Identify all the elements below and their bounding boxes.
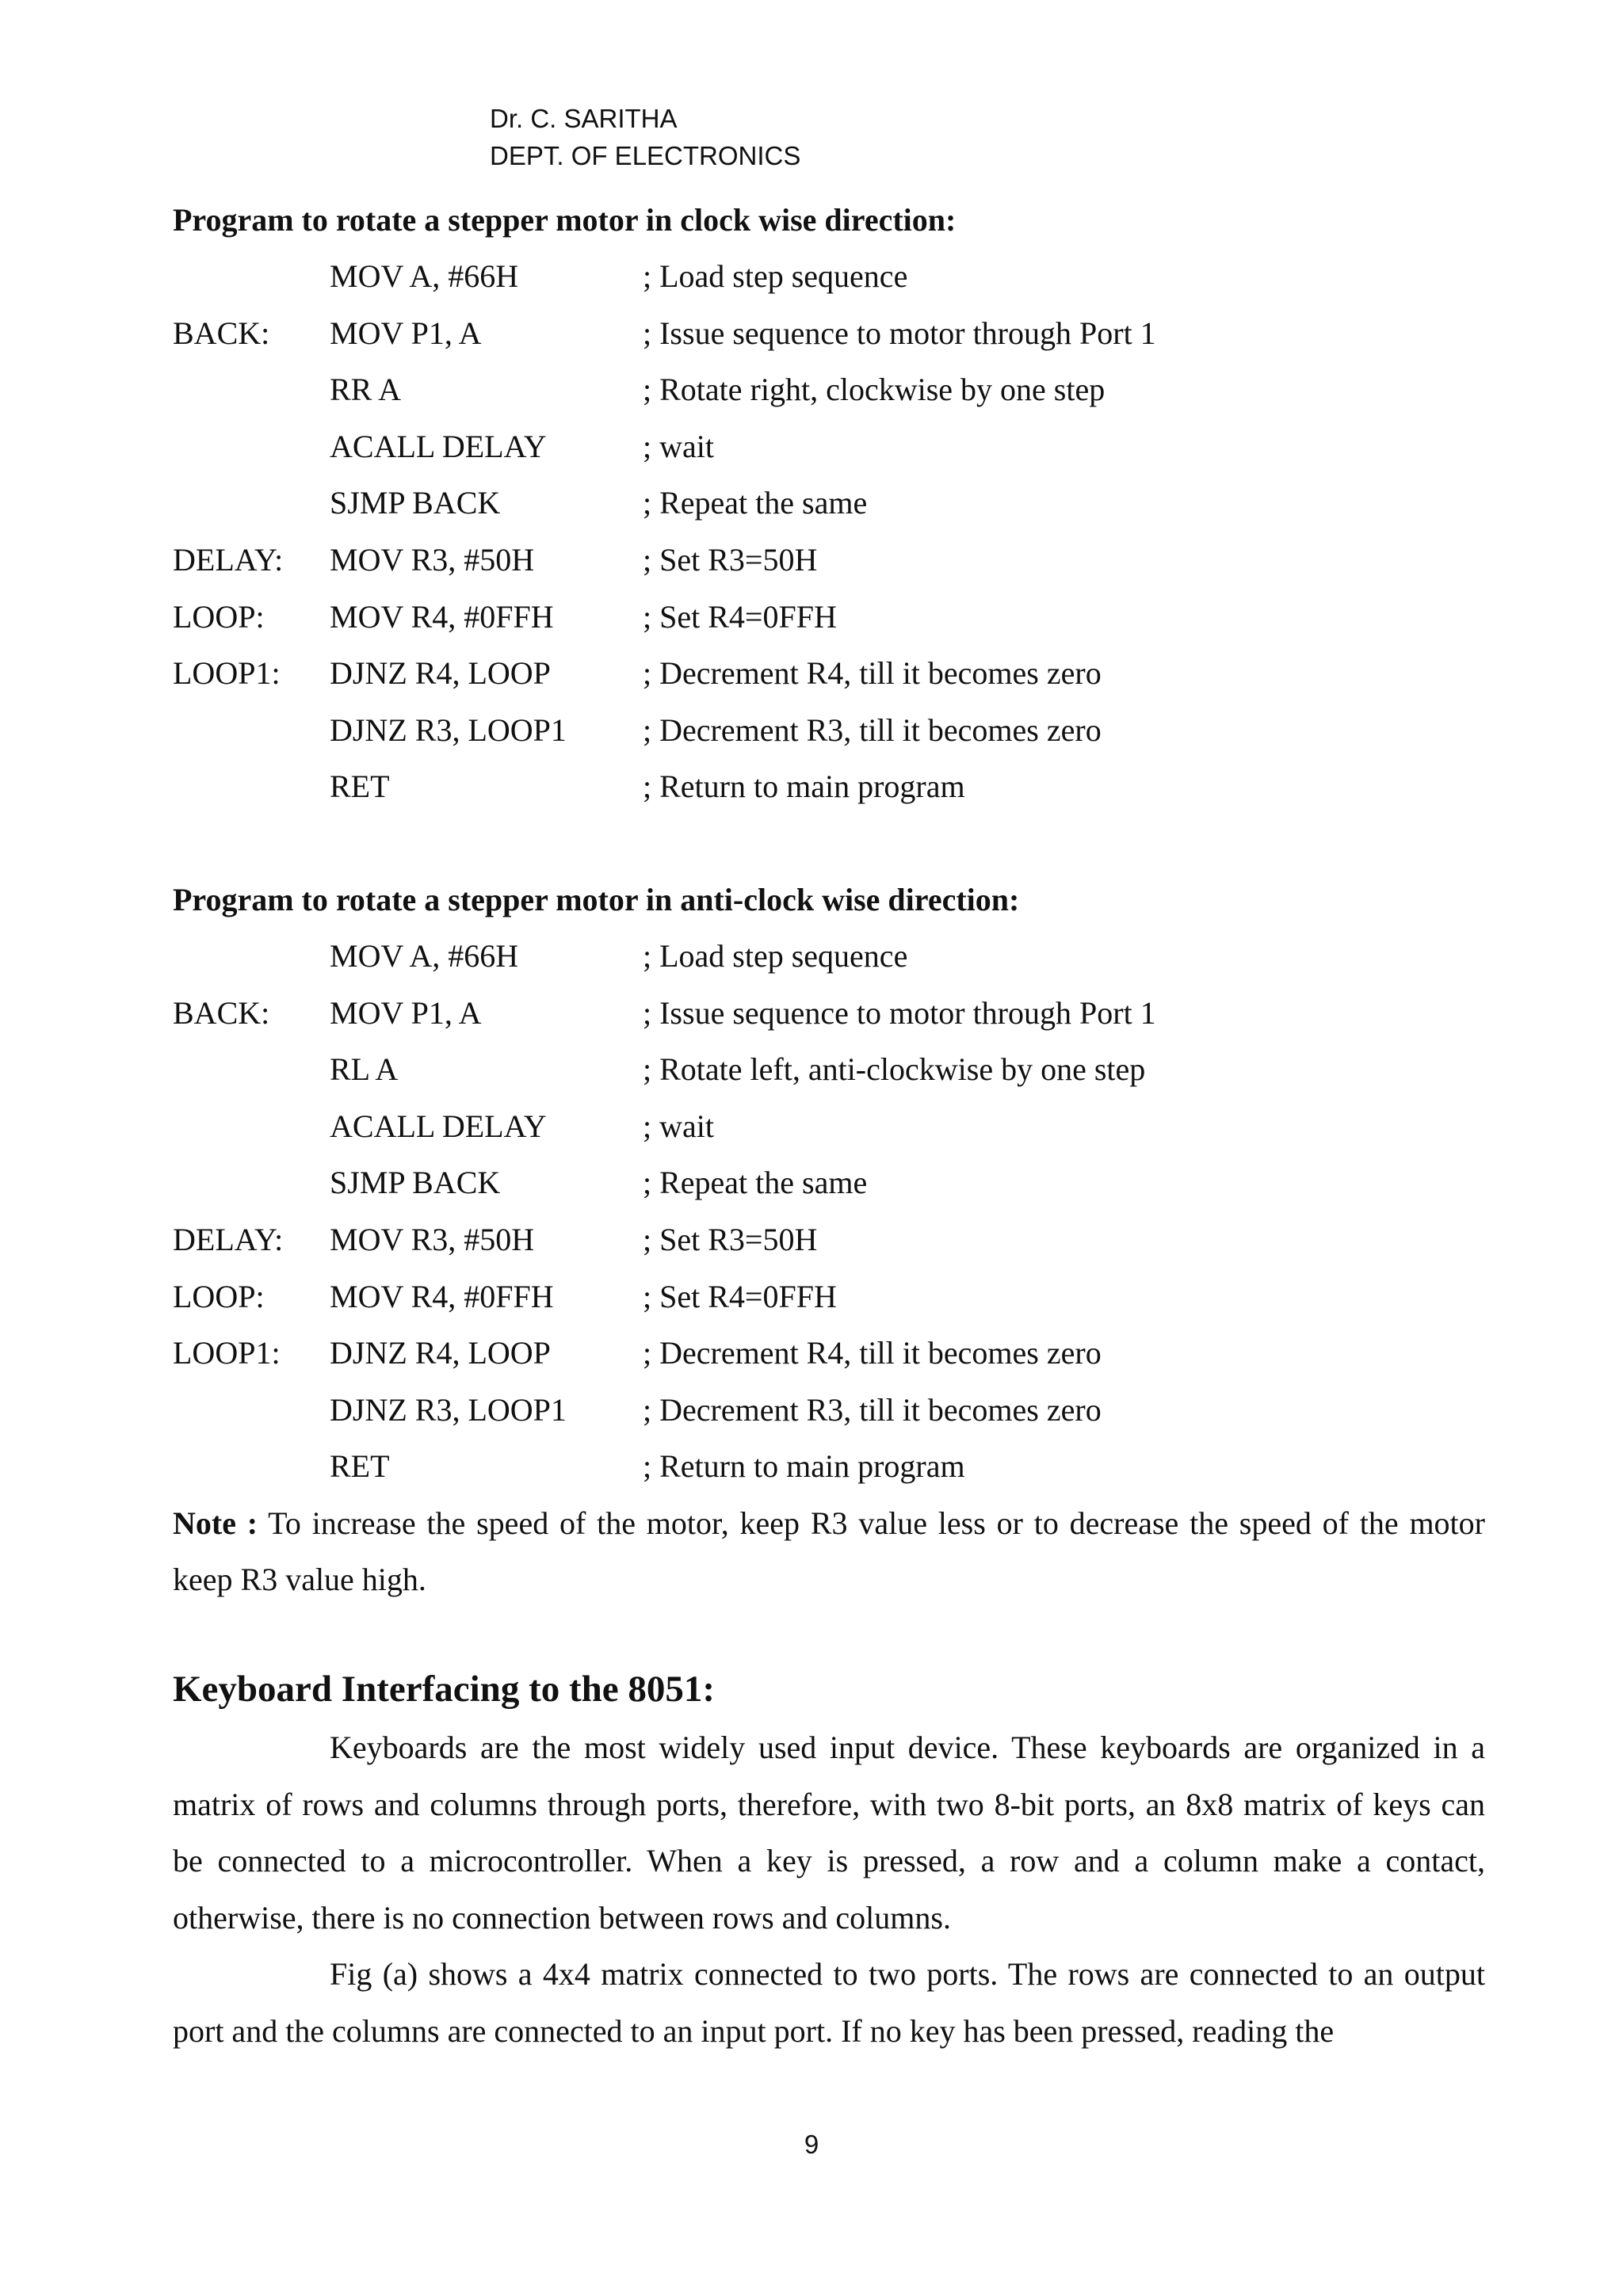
code-line bbox=[173, 1154, 1485, 1211]
code-line bbox=[173, 589, 1485, 646]
code-instruction: SJMP BACK bbox=[330, 485, 501, 521]
code-label: BACK: bbox=[173, 994, 270, 1031]
code-line bbox=[173, 475, 1485, 532]
program-heading: Program to rotate a stepper motor in clock wise direction: bbox=[173, 202, 957, 238]
code-line bbox=[173, 1268, 1485, 1325]
code-label bbox=[173, 1041, 330, 1098]
page-header bbox=[490, 100, 800, 174]
code-comment: ; Return to main program bbox=[643, 1448, 965, 1485]
page-content bbox=[173, 192, 1485, 2060]
body-paragraph: Fig (a) shows a 4x4 matrix connected to two ports. The rows are connected to an output port and the columns are connected to an input port. If no key has been pressed, reading the bbox=[173, 1956, 1485, 2050]
code-line bbox=[173, 1325, 1485, 1382]
code-instruction: RR A bbox=[330, 372, 402, 408]
code-line bbox=[173, 985, 1485, 1042]
code-comment: ; Decrement R4, till it becomes zero bbox=[643, 655, 1102, 692]
code-line bbox=[173, 1041, 1485, 1098]
code-comment: ; Decrement R3, till it becomes zero bbox=[643, 1391, 1102, 1428]
code-line bbox=[173, 248, 1485, 305]
code-line bbox=[173, 1438, 1485, 1495]
code-label: LOOP: bbox=[173, 598, 265, 635]
code-instruction: MOV R4, #0FFH bbox=[330, 598, 554, 635]
code-instruction: DJNZ R4, LOOP bbox=[330, 1335, 551, 1371]
code-line bbox=[173, 645, 1485, 702]
code-instruction: MOV R3, #50H bbox=[330, 1221, 535, 1257]
code-comment: ; Issue sequence to motor through Port 1 bbox=[643, 315, 1156, 351]
note-paragraph bbox=[173, 1495, 1485, 1608]
code-instruction: DJNZ R4, LOOP bbox=[330, 655, 551, 692]
program-anticlockwise bbox=[173, 871, 1485, 1495]
code-label bbox=[173, 928, 330, 985]
code-comment: ; Load step sequence bbox=[643, 937, 908, 974]
program-clockwise bbox=[173, 192, 1485, 815]
code-line bbox=[173, 532, 1485, 589]
code-label: LOOP1: bbox=[173, 655, 281, 692]
code-line bbox=[173, 928, 1485, 985]
code-comment: ; Set R3=50H bbox=[643, 541, 818, 578]
code-comment: ; Load step sequence bbox=[643, 258, 908, 294]
code-label bbox=[173, 702, 330, 759]
code-label: DELAY: bbox=[173, 1221, 284, 1257]
code-line bbox=[173, 361, 1485, 418]
code-label: BACK: bbox=[173, 315, 270, 351]
code-comment: ; Rotate right, clockwise by one step bbox=[643, 372, 1106, 408]
code-instruction: MOV P1, A bbox=[330, 994, 482, 1031]
code-label: LOOP1: bbox=[173, 1335, 281, 1371]
code-comment: ; Issue sequence to motor through Port 1 bbox=[643, 994, 1156, 1031]
code-comment: ; Repeat the same bbox=[643, 485, 868, 521]
code-comment: ; Rotate left, anti-clockwise by one step bbox=[643, 1051, 1146, 1088]
note-text: To increase the speed of the motor, keep R3 value less or to decrease the speed of the motor keep R3 value high. bbox=[173, 1505, 1485, 1598]
code-instruction: RET bbox=[330, 1448, 390, 1485]
code-instruction: SJMP BACK bbox=[330, 1165, 501, 1201]
code-block bbox=[173, 248, 1485, 815]
code-label bbox=[173, 1438, 330, 1495]
code-line bbox=[173, 758, 1485, 815]
code-label bbox=[173, 758, 330, 815]
code-label bbox=[173, 475, 330, 532]
code-line bbox=[173, 1211, 1485, 1268]
code-line bbox=[173, 305, 1485, 362]
code-instruction: ACALL DELAY bbox=[330, 428, 547, 464]
code-label bbox=[173, 1154, 330, 1211]
code-line bbox=[173, 418, 1485, 475]
code-label bbox=[173, 248, 330, 305]
code-line bbox=[173, 1382, 1485, 1439]
code-comment: ; Repeat the same bbox=[643, 1165, 868, 1201]
code-instruction: MOV R4, #0FFH bbox=[330, 1278, 554, 1314]
code-label bbox=[173, 1098, 330, 1155]
code-comment: ; wait bbox=[643, 1108, 714, 1144]
code-label bbox=[173, 418, 330, 475]
code-comment: ; Decrement R4, till it becomes zero bbox=[643, 1335, 1102, 1371]
author-name: Dr. C. SARITHA bbox=[490, 104, 678, 133]
code-line bbox=[173, 702, 1485, 759]
body-paragraph: Keyboards are the most widely used input device. These keyboards are organized in a matrix of rows and columns through ports, therefore, with two 8-bit ports, an 8x8 matrix of keys can be connected to a microcontroller. When a key is pressed, a row and a column make a contact, otherwise, there is no connection between rows and columns. bbox=[173, 1730, 1485, 1936]
code-label bbox=[173, 1382, 330, 1439]
code-instruction: MOV A, #66H bbox=[330, 937, 519, 974]
code-label: DELAY: bbox=[173, 541, 284, 578]
code-comment: ; Set R3=50H bbox=[643, 1221, 818, 1257]
code-comment: ; wait bbox=[643, 428, 714, 464]
spacer bbox=[173, 815, 1485, 871]
code-instruction: ACALL DELAY bbox=[330, 1108, 547, 1144]
department-name: DEPT. OF ELECTRONICS bbox=[490, 141, 801, 170]
page-number: 9 bbox=[804, 2130, 819, 2159]
program-heading: Program to rotate a stepper motor in anti-clock wise direction: bbox=[173, 881, 1020, 917]
code-instruction: MOV P1, A bbox=[330, 315, 482, 351]
code-comment: ; Return to main program bbox=[643, 769, 965, 805]
code-instruction: DJNZ R3, LOOP1 bbox=[330, 1391, 567, 1428]
code-label: LOOP: bbox=[173, 1278, 265, 1314]
code-label bbox=[173, 361, 330, 418]
code-instruction: RET bbox=[330, 769, 390, 805]
section-title: Keyboard Interfacing to the 8051: bbox=[173, 1669, 716, 1711]
code-comment: ; Set R4=0FFH bbox=[643, 1278, 837, 1314]
code-comment: ; Set R4=0FFH bbox=[643, 598, 837, 635]
code-block bbox=[173, 928, 1485, 1495]
code-instruction: RL A bbox=[330, 1051, 399, 1088]
code-comment: ; Decrement R3, till it becomes zero bbox=[643, 711, 1102, 748]
code-instruction: MOV R3, #50H bbox=[330, 541, 535, 578]
code-line bbox=[173, 1098, 1485, 1155]
code-instruction: DJNZ R3, LOOP1 bbox=[330, 711, 567, 748]
code-instruction: MOV A, #66H bbox=[330, 258, 519, 294]
note-label: Note : bbox=[173, 1505, 258, 1541]
